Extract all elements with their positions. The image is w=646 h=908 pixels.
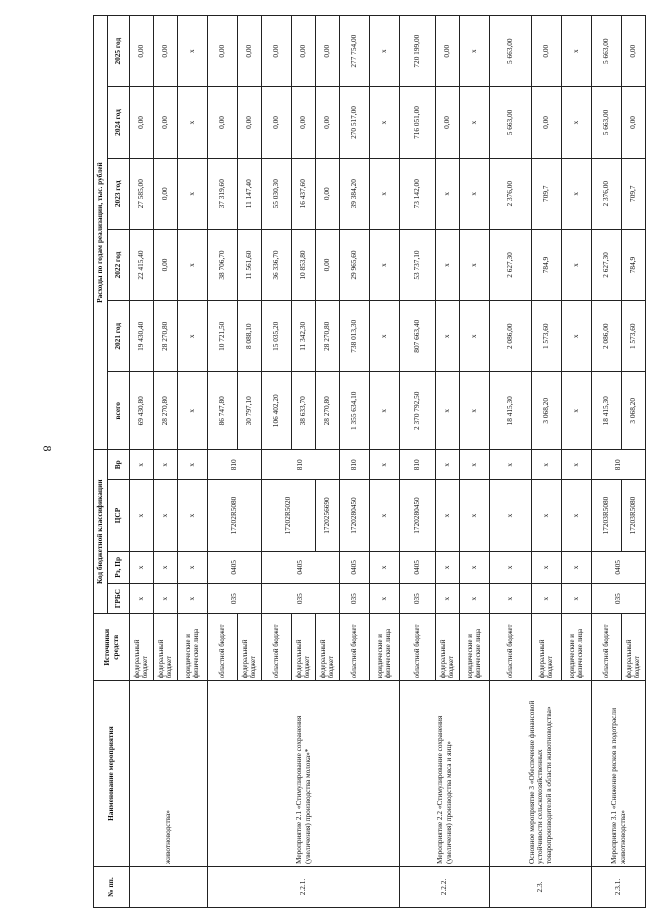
cell-y2022: 22 415,40 — [130, 229, 154, 300]
cell-total: 86 747,80 — [208, 372, 238, 450]
cell-total: 3 068,20 — [532, 372, 562, 450]
cell-y2022: 0,00 — [316, 229, 340, 300]
cell-y2021: 1 573,60 — [622, 301, 646, 372]
cell-num: 2.3. — [490, 866, 592, 907]
cell-total: 1 355 634,10 — [340, 372, 370, 450]
cell-y2024: 270 517,00 — [340, 87, 370, 158]
cell-y2024: x — [562, 87, 592, 158]
cell-y2021: x — [370, 301, 400, 372]
cell-y2022: x — [436, 229, 460, 300]
cell-source: федеральный бюджет — [292, 614, 316, 681]
cell-total: 2 370 792,50 — [400, 372, 436, 450]
cell-y2021: 28 270,80 — [316, 301, 340, 372]
cell-grbs: x — [532, 584, 562, 614]
cell-grbs: x — [370, 584, 400, 614]
cell-y2023: 73 142,00 — [400, 158, 436, 229]
cell-y2022: 10 853,80 — [292, 229, 316, 300]
rotated-budget-table-page — [93, 15, 641, 908]
cell-y2025: x — [460, 16, 490, 87]
cell-csr: x — [130, 480, 154, 551]
cell-grbs: 035 — [208, 584, 262, 614]
cell-y2023: 16 437,60 — [292, 158, 316, 229]
cell-y2025: 0,00 — [238, 16, 262, 87]
cell-y2022: 11 561,60 — [238, 229, 262, 300]
cell-y2024: 0,00 — [292, 87, 316, 158]
cell-y2025: 0,00 — [208, 16, 238, 87]
cell-y2021: x — [178, 301, 208, 372]
cell-total: 28 270,80 — [316, 372, 340, 450]
cell-total: 28 270,80 — [154, 372, 178, 450]
cell-y2023: x — [370, 158, 400, 229]
page-number: 8 — [40, 445, 55, 452]
header-name: Наименование мероприятия — [94, 681, 130, 867]
cell-source: юридические и физические лица — [178, 614, 208, 681]
cell-y2025: 0,00 — [130, 16, 154, 87]
cell-rzpr: x — [370, 551, 400, 583]
cell-y2023: 2 376,00 — [592, 158, 622, 229]
header-2024: 2024 год — [108, 87, 130, 158]
cell-y2021: x — [436, 301, 460, 372]
cell-total: x — [370, 372, 400, 450]
header-expenses: Расходы по годам реализации, тыс. рублей — [94, 16, 108, 450]
cell-y2021: 2 086,00 — [490, 301, 532, 372]
cell-source: областной бюджет — [592, 614, 622, 681]
cell-y2023: 0,00 — [154, 158, 178, 229]
table-row — [130, 16, 154, 908]
cell-y2024: 0,00 — [154, 87, 178, 158]
cell-y2021: 28 270,80 — [154, 301, 178, 372]
cell-source: федеральный бюджет — [622, 614, 646, 681]
cell-csr: x — [532, 480, 562, 551]
cell-y2022: x — [562, 229, 592, 300]
cell-y2022: x — [178, 229, 208, 300]
cell-y2025: 720 199,00 — [400, 16, 436, 87]
cell-y2023: x — [436, 158, 460, 229]
cell-num: 2.2.2. — [400, 866, 490, 907]
cell-total: 18 415,30 — [592, 372, 622, 450]
cell-vr: x — [154, 450, 178, 480]
cell-y2023: 39 384,20 — [340, 158, 370, 229]
cell-y2025: 0,00 — [436, 16, 460, 87]
cell-y2022: 53 737,10 — [400, 229, 436, 300]
cell-grbs: x — [178, 584, 208, 614]
cell-y2023: 0,00 — [316, 158, 340, 229]
cell-grbs: x — [154, 584, 178, 614]
table-body — [130, 16, 646, 908]
cell-source: областной бюджет — [400, 614, 436, 681]
cell-y2024: 5 663,00 — [490, 87, 532, 158]
cell-y2024: 716 051,00 — [400, 87, 436, 158]
cell-vr: x — [490, 450, 532, 480]
cell-grbs: x — [562, 584, 592, 614]
table-row — [400, 16, 436, 908]
cell-name: Основное мероприятие 3 «Обеспечение финансовой устойчивости сельскохозяйственных товаропроизводителей в области животноводства» — [490, 681, 592, 867]
cell-y2022: 29 965,60 — [340, 229, 370, 300]
cell-y2023: 709,7 — [622, 158, 646, 229]
cell-y2022: 2 627,30 — [490, 229, 532, 300]
cell-num: 2.3.1. — [592, 866, 646, 907]
header-grbs: ГРБС — [108, 584, 130, 614]
header-2021: 2021 год — [108, 301, 130, 372]
cell-y2025: x — [178, 16, 208, 87]
cell-y2024: 0,00 — [238, 87, 262, 158]
cell-grbs: 035 — [400, 584, 436, 614]
cell-total: x — [436, 372, 460, 450]
cell-y2025: 0,00 — [316, 16, 340, 87]
cell-total: x — [460, 372, 490, 450]
cell-vr: x — [460, 450, 490, 480]
cell-y2023: x — [562, 158, 592, 229]
cell-total: x — [178, 372, 208, 450]
cell-source: областной бюджет — [262, 614, 292, 681]
cell-y2025: 5 663,00 — [490, 16, 532, 87]
cell-csr: 1720280450 — [400, 480, 436, 551]
cell-y2024: 5 663,00 — [592, 87, 622, 158]
cell-source: федеральный бюджет — [316, 614, 340, 681]
cell-vr: x — [130, 450, 154, 480]
cell-y2023: x — [178, 158, 208, 229]
cell-rzpr: 0405 — [262, 551, 340, 583]
header-num: № пп. — [94, 866, 130, 907]
header-budget-code: Код бюджетной классификации — [94, 450, 108, 614]
cell-y2025: x — [370, 16, 400, 87]
cell-grbs: 035 — [592, 584, 646, 614]
cell-rzpr: x — [532, 551, 562, 583]
cell-csr: 17203R5080 — [622, 480, 646, 551]
cell-name: Мероприятие 2.1 «Стимулирование сохранения (увеличения) производства молока»* — [208, 681, 400, 867]
header-vr: Вр — [108, 450, 130, 480]
cell-y2024: 0,00 — [436, 87, 460, 158]
cell-y2023: 27 585,00 — [130, 158, 154, 229]
cell-y2021: x — [562, 301, 592, 372]
cell-csr: x — [370, 480, 400, 551]
cell-y2023: 709,7 — [532, 158, 562, 229]
cell-y2024: 0,00 — [622, 87, 646, 158]
header-source: Источники средств — [94, 614, 130, 681]
cell-y2022: 38 706,70 — [208, 229, 238, 300]
cell-y2024: x — [178, 87, 208, 158]
cell-vr: x — [436, 450, 460, 480]
cell-y2025: 0,00 — [262, 16, 292, 87]
cell-y2023: 55 030,30 — [262, 158, 292, 229]
cell-csr: x — [154, 480, 178, 551]
cell-rzpr: x — [490, 551, 532, 583]
cell-y2021: 807 663,40 — [400, 301, 436, 372]
cell-csr: 1720280450 — [340, 480, 370, 551]
table-row — [592, 16, 622, 908]
cell-y2021: 2 086,00 — [592, 301, 622, 372]
cell-y2022: 36 336,70 — [262, 229, 292, 300]
cell-y2023: 11 147,40 — [238, 158, 262, 229]
cell-csr: x — [490, 480, 532, 551]
cell-source: федеральный бюджет — [154, 614, 178, 681]
cell-grbs: x — [490, 584, 532, 614]
cell-name: Мероприятие 3.1 «Снижение рисков в подотрасли животноводства» — [592, 681, 646, 867]
cell-y2024: 0,00 — [130, 87, 154, 158]
cell-y2024: 0,00 — [316, 87, 340, 158]
header-2022: 2022 год — [108, 229, 130, 300]
cell-csr: 1720256690 — [316, 480, 340, 551]
header-rzpr: Рз, Пр — [108, 551, 130, 583]
cell-name: Мероприятие 2.2 «Стимулирование сохранения (увеличения) производства мяса и яиц» — [400, 681, 490, 867]
cell-y2025: 0,00 — [154, 16, 178, 87]
cell-vr: x — [532, 450, 562, 480]
cell-y2021: 1 573,60 — [532, 301, 562, 372]
cell-vr: 810 — [262, 450, 340, 480]
cell-vr: x — [178, 450, 208, 480]
budget-table — [93, 15, 646, 908]
header-2025: 2025 год — [108, 16, 130, 87]
cell-y2022: x — [370, 229, 400, 300]
cell-rzpr: x — [436, 551, 460, 583]
cell-y2023: x — [460, 158, 490, 229]
cell-rzpr: 0405 — [592, 551, 646, 583]
cell-y2022: 0,00 — [154, 229, 178, 300]
cell-y2021: 11 342,30 — [292, 301, 316, 372]
cell-rzpr: 0405 — [400, 551, 436, 583]
cell-vr: 810 — [592, 450, 646, 480]
cell-grbs: x — [460, 584, 490, 614]
cell-source: юридические и физические лица — [370, 614, 400, 681]
cell-source: федеральный бюджет — [436, 614, 460, 681]
cell-y2021: 8 088,10 — [238, 301, 262, 372]
cell-source: федеральный бюджет — [238, 614, 262, 681]
cell-y2021: 15 035,20 — [262, 301, 292, 372]
cell-vr: 810 — [340, 450, 370, 480]
cell-csr: x — [460, 480, 490, 551]
cell-csr: 17203R5080 — [592, 480, 622, 551]
cell-y2023: 37 319,60 — [208, 158, 238, 229]
cell-csr: 17202R5080 — [208, 480, 262, 551]
cell-rzpr: 0405 — [340, 551, 370, 583]
cell-y2025: 0,00 — [292, 16, 316, 87]
cell-source: областной бюджет — [340, 614, 370, 681]
cell-csr: 17202R5020 — [262, 480, 316, 551]
cell-source: юридические и физические лица — [562, 614, 592, 681]
cell-y2025: 5 663,00 — [592, 16, 622, 87]
cell-vr: 810 — [400, 450, 436, 480]
cell-y2021: 19 430,40 — [130, 301, 154, 372]
cell-y2021: 10 721,50 — [208, 301, 238, 372]
cell-total: 106 402,20 — [262, 372, 292, 450]
cell-rzpr: x — [562, 551, 592, 583]
cell-y2022: 2 627,30 — [592, 229, 622, 300]
cell-y2022: x — [460, 229, 490, 300]
cell-total: 30 797,10 — [238, 372, 262, 450]
cell-total: 69 430,80 — [130, 372, 154, 450]
cell-grbs: x — [130, 584, 154, 614]
cell-num: 2.2.1. — [208, 866, 400, 907]
header-2023: 2023 год — [108, 158, 130, 229]
cell-y2025: 0,00 — [622, 16, 646, 87]
cell-y2024: x — [370, 87, 400, 158]
cell-total: 18 415,30 — [490, 372, 532, 450]
cell-total: 38 633,70 — [292, 372, 316, 450]
header-csr: ЦСР — [108, 480, 130, 551]
cell-vr: x — [562, 450, 592, 480]
cell-vr: x — [370, 450, 400, 480]
cell-y2024: 0,00 — [532, 87, 562, 158]
cell-y2024: 0,00 — [262, 87, 292, 158]
cell-num — [130, 866, 208, 907]
header-total: всего — [108, 372, 130, 450]
cell-y2025: 277 754,00 — [340, 16, 370, 87]
cell-source: областной бюджет — [490, 614, 532, 681]
cell-y2025: 0,00 — [532, 16, 562, 87]
cell-y2025: x — [562, 16, 592, 87]
cell-rzpr: x — [154, 551, 178, 583]
cell-total: 3 068,20 — [622, 372, 646, 450]
table-row — [490, 16, 532, 908]
cell-y2022: 784,9 — [532, 229, 562, 300]
cell-csr: x — [436, 480, 460, 551]
cell-total: x — [562, 372, 592, 450]
cell-csr: x — [562, 480, 592, 551]
cell-y2024: x — [460, 87, 490, 158]
cell-source: федеральный бюджет — [130, 614, 154, 681]
cell-csr: x — [178, 480, 208, 551]
cell-source: юридические и физические лица — [460, 614, 490, 681]
cell-y2021: 738 013,30 — [340, 301, 370, 372]
cell-grbs: 035 — [340, 584, 370, 614]
cell-grbs: x — [436, 584, 460, 614]
cell-y2024: 0,00 — [208, 87, 238, 158]
cell-rzpr: x — [460, 551, 490, 583]
cell-name: животноводства» — [130, 681, 208, 867]
cell-vr: 810 — [208, 450, 262, 480]
cell-rzpr: 0405 — [208, 551, 262, 583]
cell-y2022: 784,9 — [622, 229, 646, 300]
cell-source: федеральный бюджет — [532, 614, 562, 681]
cell-rzpr: x — [178, 551, 208, 583]
cell-source: областной бюджет — [208, 614, 238, 681]
cell-y2023: 2 376,00 — [490, 158, 532, 229]
table-row — [208, 16, 238, 908]
cell-grbs: 035 — [262, 584, 340, 614]
cell-rzpr: x — [130, 551, 154, 583]
cell-y2021: x — [460, 301, 490, 372]
